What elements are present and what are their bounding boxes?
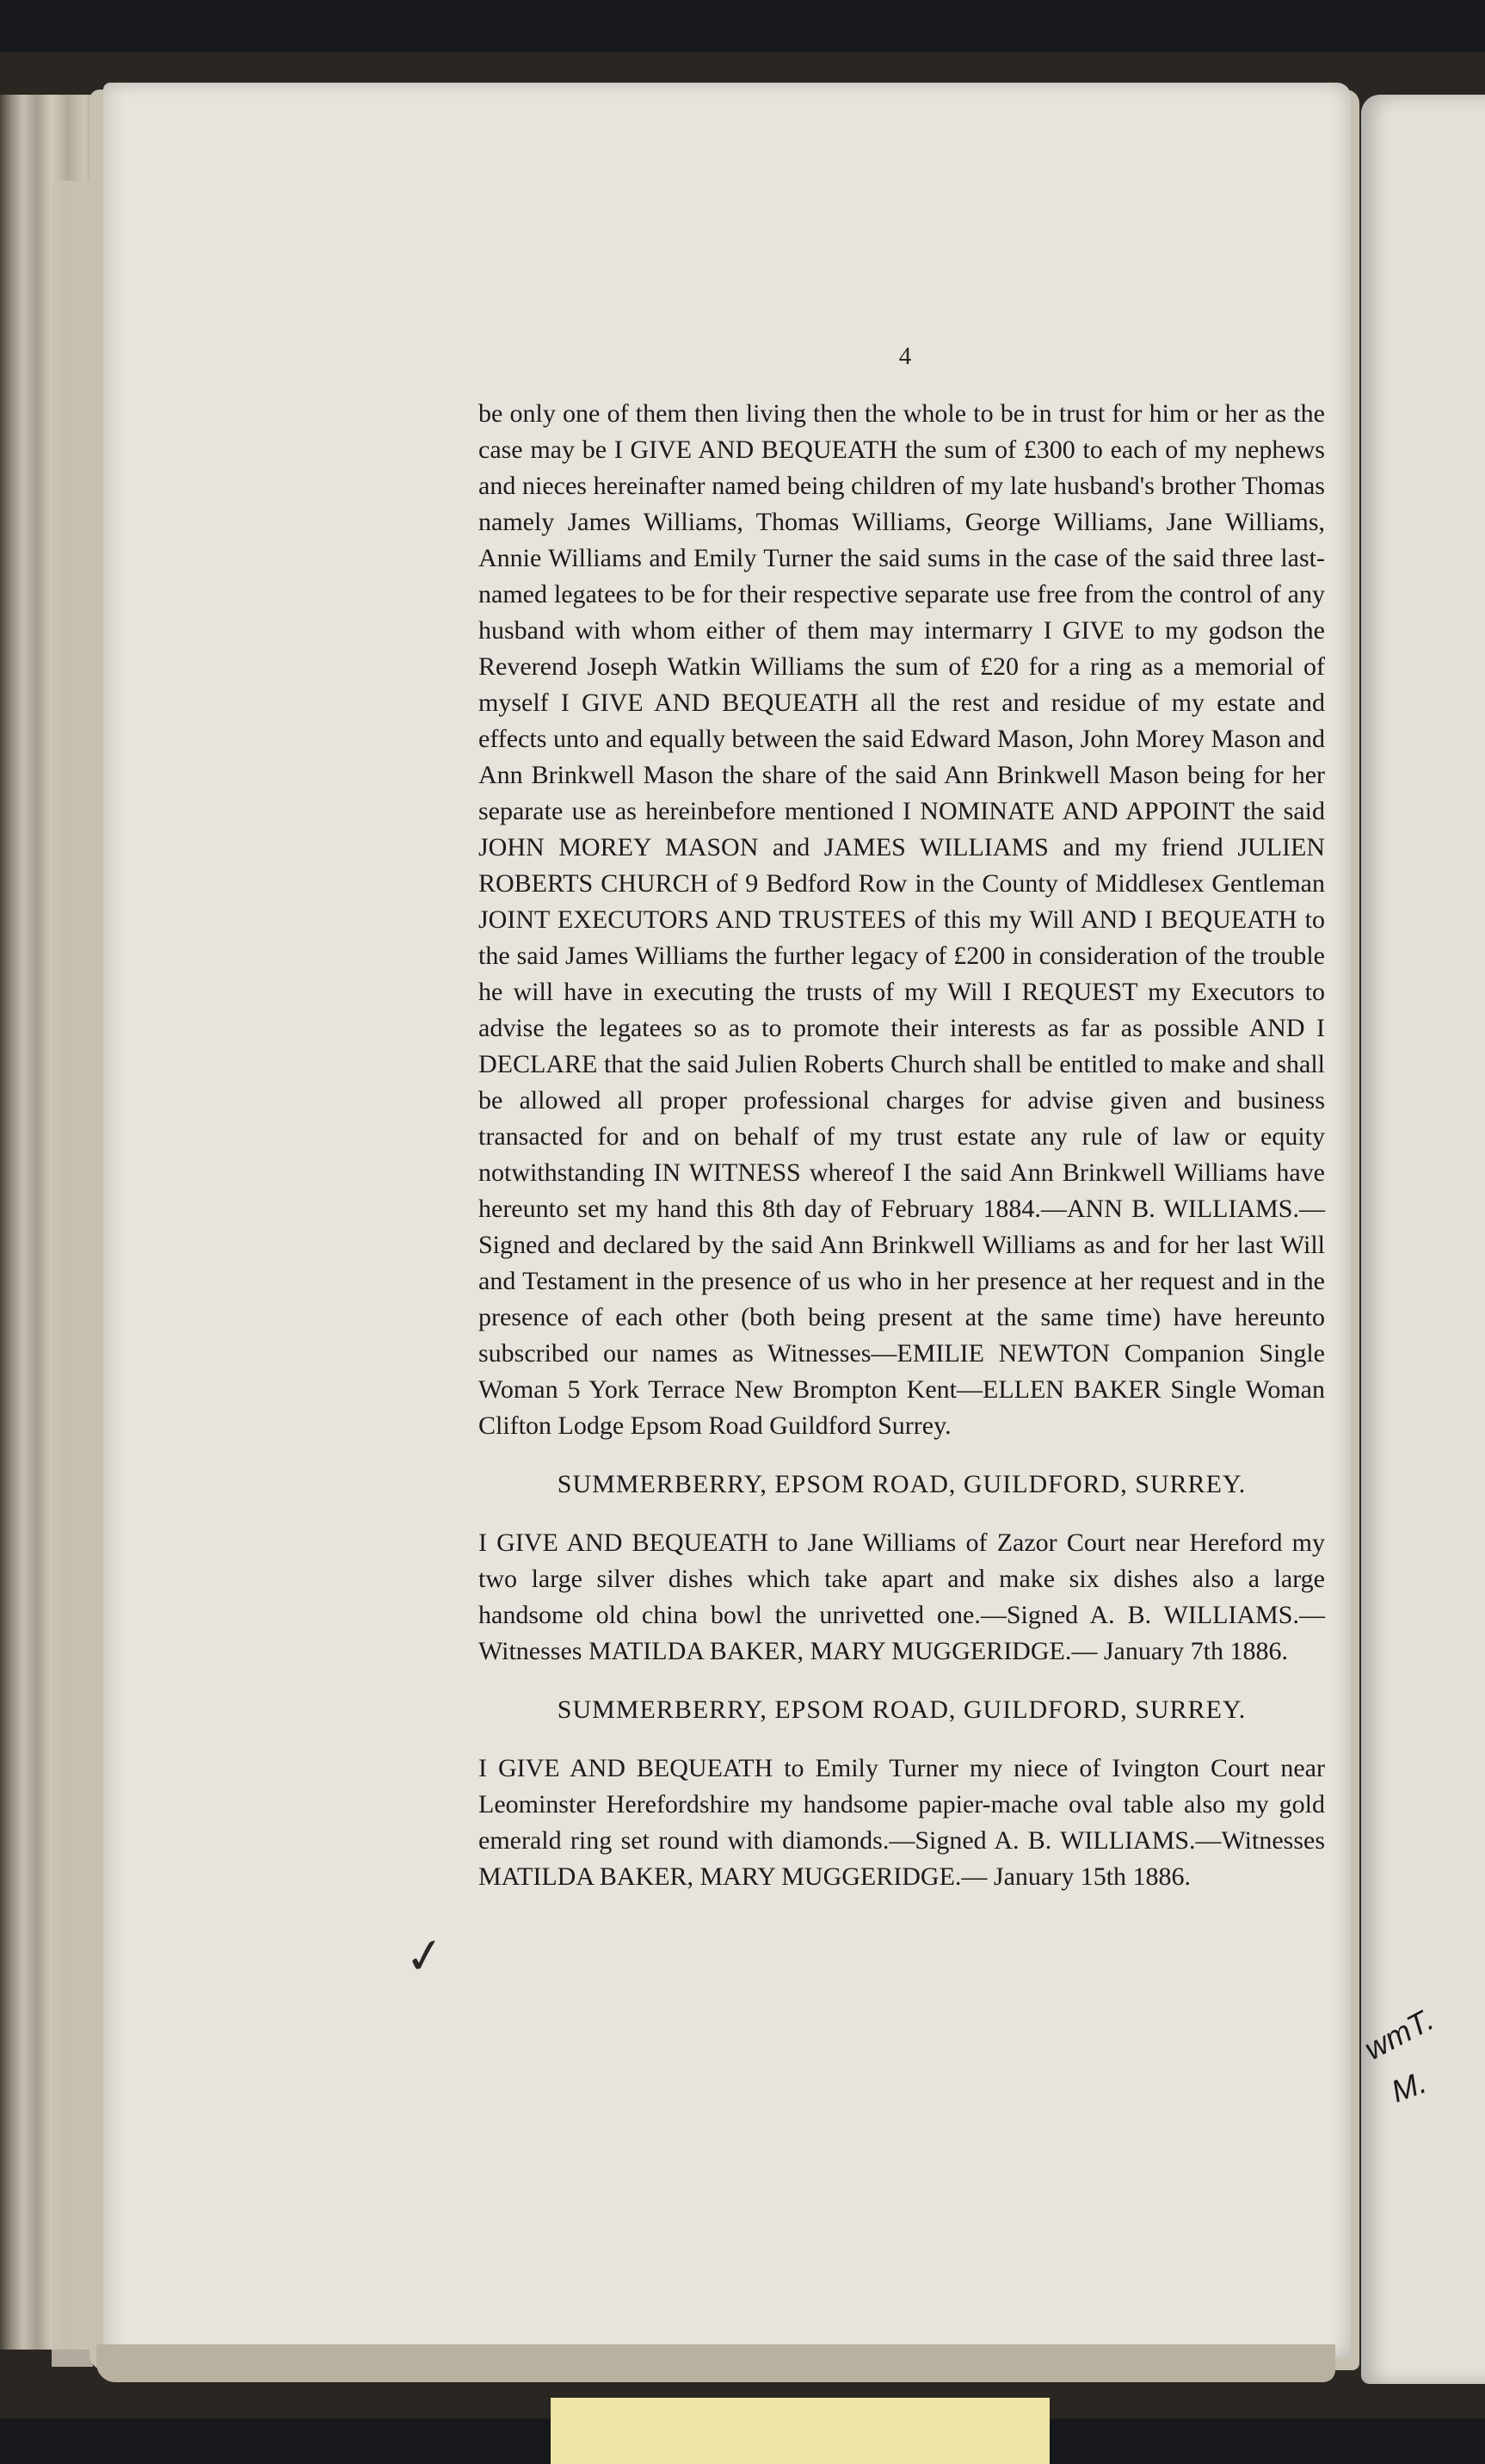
will-paragraph: be only one of them then living then the whole to be in trust for him or her as the case may be I GIVE AND BEQUEATH the sum of £300 to each of my nephews and nieces hereinafter named being children of my late husband's brother Thomas namely James Williams, Thomas Williams, George Williams, Jane Williams, Annie Williams and Emily Turner the said sums in the case of the said three last-named legatees to be for their respective separate use free from the control of any husband with whom either of them may intermarry I GIVE to my godson the Reverend Joseph Watkin Williams the sum of £20 for a ring as a memorial of myself I GIVE AND BEQUEATH all the rest and residue of my estate and effects unto and equally between the said Edward Mason, John Morey Mason and Ann Brinkwell Mason the share of the said Ann Brinkwell Mason being for her separate use as hereinbefore mentioned I NOMINATE AND APPOINT the said JOHN MOREY MASON and JAMES WILLIAMS and my friend JULIEN ROBERTS CHURCH of 9 Bedford Row in the County of Middlesex Gentleman JOINT EXECUTORS AND TRUSTEES of this my Will AND I BEQUEATH to the said James Williams the further legacy of £200 in consideration of the trouble he will have in executing the trusts of my Will I REQUEST my Executors to advise the legatees so as to promote their interests as far as possible AND I DECLARE that the said Julien Roberts Church shall be entitled to make and shall be allowed all proper professional charges for advise given and business transacted for and on behalf of my trust estate any rule of law or equity notwithstanding IN WITNESS whereof I the said Ann Brinkwell Williams have hereunto set my hand this 8th day of February 1884.—ANN B. WILLIAMS.— Signed and declared by the said Ann Brinkwell Williams as and for her last Will and Testament in the presence of us who in her presence at her request and in the presence of each other (both being present at the same time) have hereunto subscribed our names as Witnesses—EMILIE NEWTON Companion Single Woman 5 York Terrace New Brompton Kent—ELLEN BAKER Single Woman Clifton Lodge Epsom Road Guildford Surrey. bbox=[478, 399, 1325, 1440]
margin-tick-mark: ✓ bbox=[401, 1927, 449, 1986]
page-bottom-edge bbox=[96, 2344, 1335, 2382]
margin-initials: wmT. bbox=[1358, 2001, 1439, 2067]
margin-initials-second: M. bbox=[1386, 2064, 1432, 2109]
paper-tab bbox=[551, 2398, 1050, 2464]
codicil-1-heading: SUMMERBERRY, EPSOM ROAD, GUILDFORD, SURREY. bbox=[557, 1470, 1247, 1498]
codicil-1-text: I GIVE AND BEQUEATH to Jane Williams of Zazor Court near Hereford my two large silver dishes which take apart and make six dishes also a large handsome old china bowl the unrivetted one.—Signed A. B. WILLIAMS.—Witnesses MATILDA BAKER, MARY MUGGERIDGE.— January 7th 1886. bbox=[478, 1528, 1325, 1665]
left-page-strip bbox=[52, 181, 93, 2367]
codicil-2-text: I GIVE AND BEQUEATH to Emily Turner my niece of Ivington Court near Leominster Herefordshire my handsome papier-mache oval table also my gold emerald ring set round with diamonds.—Signed A. B. WILLIAMS.—Witnesses MATILDA BAKER, MARY MUGGERIDGE.— January 15th 1886. bbox=[478, 1754, 1325, 1891]
page-number: 4 bbox=[898, 343, 912, 370]
codicil-2-heading: SUMMERBERRY, EPSOM ROAD, GUILDFORD, SURREY. bbox=[557, 1695, 1247, 1724]
document-text bbox=[478, 396, 1325, 1895]
